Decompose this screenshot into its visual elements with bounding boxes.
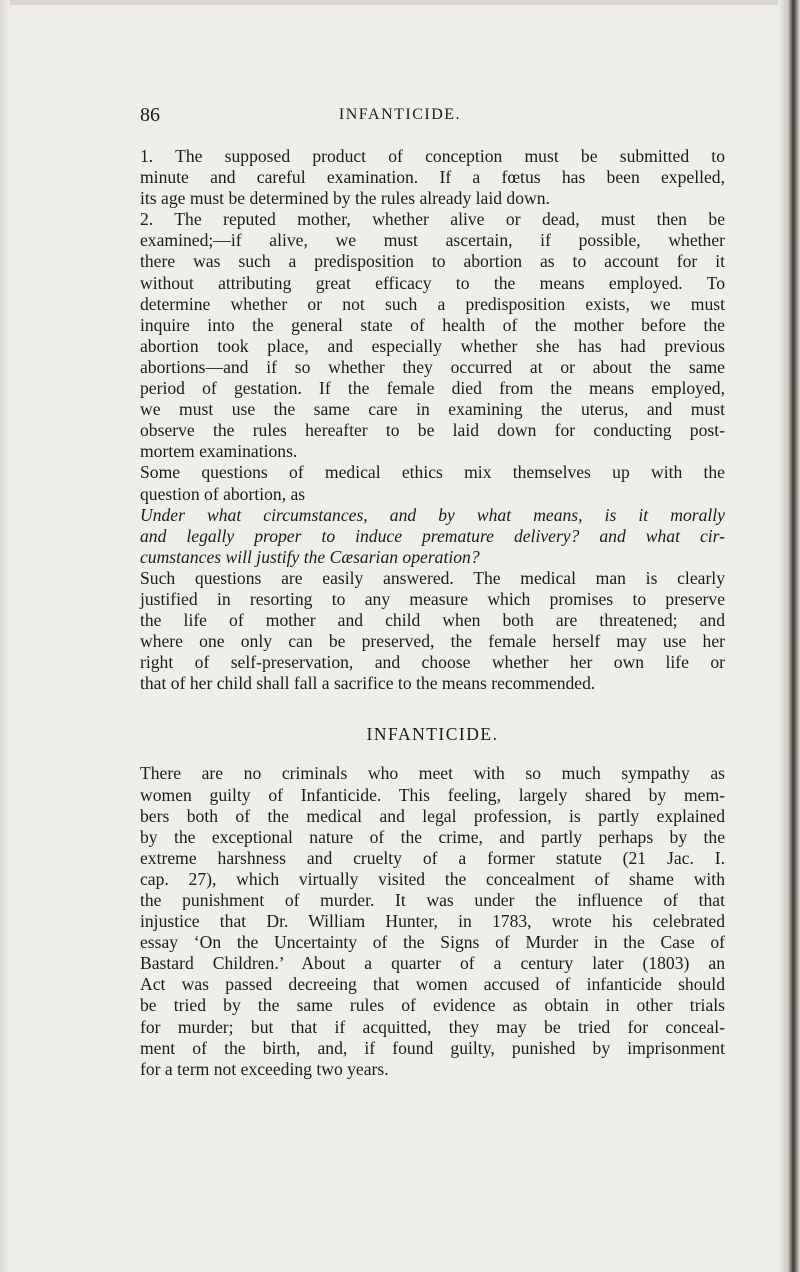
paragraph-2 <box>140 209 725 462</box>
page-left-edge <box>0 0 10 1272</box>
text-line: we must use the same care in examining the uterus, and must <box>140 399 725 420</box>
text-line: inquire into the general state of health of the mother before the <box>140 314 725 335</box>
text-line: examined;—if alive, we must ascertain, if possible, whether <box>140 230 725 251</box>
section-heading: INFANTICIDE. <box>366 724 499 745</box>
text-line: Such questions are easily answered. The medical man is clearly <box>140 567 725 588</box>
text-line: Some questions of medical ethics mix themselves up with the <box>140 462 725 483</box>
text-line: the punishment of murder. It was under the influence of that <box>140 890 725 910</box>
book-spine-shadow <box>778 0 800 1272</box>
text-line: without attributing great efficacy to the means employed. To <box>140 272 725 293</box>
paragraph-6 <box>140 763 725 1079</box>
text-line: There are no criminals who meet with so much sympathy as <box>140 763 725 784</box>
text-line: extreme harshness and cruelty of a former statute (21 Jac. I. <box>140 847 725 868</box>
text-line: injustice that Dr. William Hunter, in 1783, wrote his celebrated <box>140 911 725 932</box>
text-line: the life of mother and child when both are threatened; and <box>140 610 725 631</box>
page-body <box>140 146 725 1080</box>
text-line: cumstances will justify the Cæsarian operation? <box>140 546 480 567</box>
text-line: its age must be determined by the rules already laid down. <box>140 188 550 209</box>
text-line: right of self-preservation, and choose whether her own life or <box>140 652 725 673</box>
page-top-edge <box>0 0 800 5</box>
text-line: bers both of the medical and legal profession, is partly explained <box>140 805 725 826</box>
text-line: 1. The supposed product of conception must be submitted to <box>140 146 725 166</box>
text-line: Under what circumstances, and by what means, is it morally <box>140 504 725 525</box>
paragraph-1 <box>140 146 725 209</box>
text-line: Bastard Children.’ About a quarter of a century later (1803) an <box>140 953 725 974</box>
text-line: mortem examinations. <box>140 441 298 462</box>
text-line: and legally proper to induce premature delivery? and what cir- <box>140 525 725 546</box>
paragraph-4-italic-question <box>140 505 725 568</box>
paragraph-5 <box>140 568 725 695</box>
text-line: there was such a predisposition to abortion as to account for it <box>140 251 725 272</box>
text-line: be tried by the same rules of evidence as obtain in other trials <box>140 995 725 1016</box>
page-header <box>0 104 800 130</box>
text-line: determine whether or not such a predisposition exists, we must <box>140 293 725 314</box>
text-line: ment of the birth, and, if found guilty, punished by imprisonment <box>140 1037 725 1058</box>
text-line: justified in resorting to any measure which promises to preserve <box>140 588 725 609</box>
text-line: that of her child shall fall a sacrifice to the means recommended. <box>140 673 596 694</box>
running-head: INFANTICIDE. <box>338 106 462 123</box>
text-line: period of gestation. If the female died from the means employed, <box>140 378 725 399</box>
text-line: abortion took place, and especially whether she has had previous <box>140 335 725 356</box>
text-line: for murder; but that if acquitted, they may be tried for conceal- <box>140 1016 725 1037</box>
text-line: Act was passed decreeing that women accused of infanticide should <box>140 974 725 995</box>
text-line: question of abortion, as <box>140 483 306 504</box>
text-line: 2. The reputed mother, whether alive or dead, must then be <box>140 209 725 230</box>
text-line: where one only can be preserved, the female herself may use her <box>140 631 725 652</box>
text-line: cap. 27), which virtually visited the concealment of shame with <box>140 868 725 889</box>
text-line: for a term not exceeding two years. <box>140 1058 389 1079</box>
paragraph-3 <box>140 462 725 504</box>
text-line: women guilty of Infanticide. This feeling, largely shared by mem- <box>140 784 725 805</box>
page-number: 86 <box>140 104 160 126</box>
text-line: by the exceptional nature of the crime, and partly perhaps by the <box>140 826 725 847</box>
text-line: minute and careful examination. If a fœtus has been expelled, <box>140 167 725 188</box>
text-line: essay ‘On the Uncertainty of the Signs of Murder in the Case of <box>140 932 725 953</box>
text-line: abortions—and if so whether they occurred at or about the same <box>140 356 725 377</box>
text-line: observe the rules hereafter to be laid down for conducting post- <box>140 420 725 441</box>
